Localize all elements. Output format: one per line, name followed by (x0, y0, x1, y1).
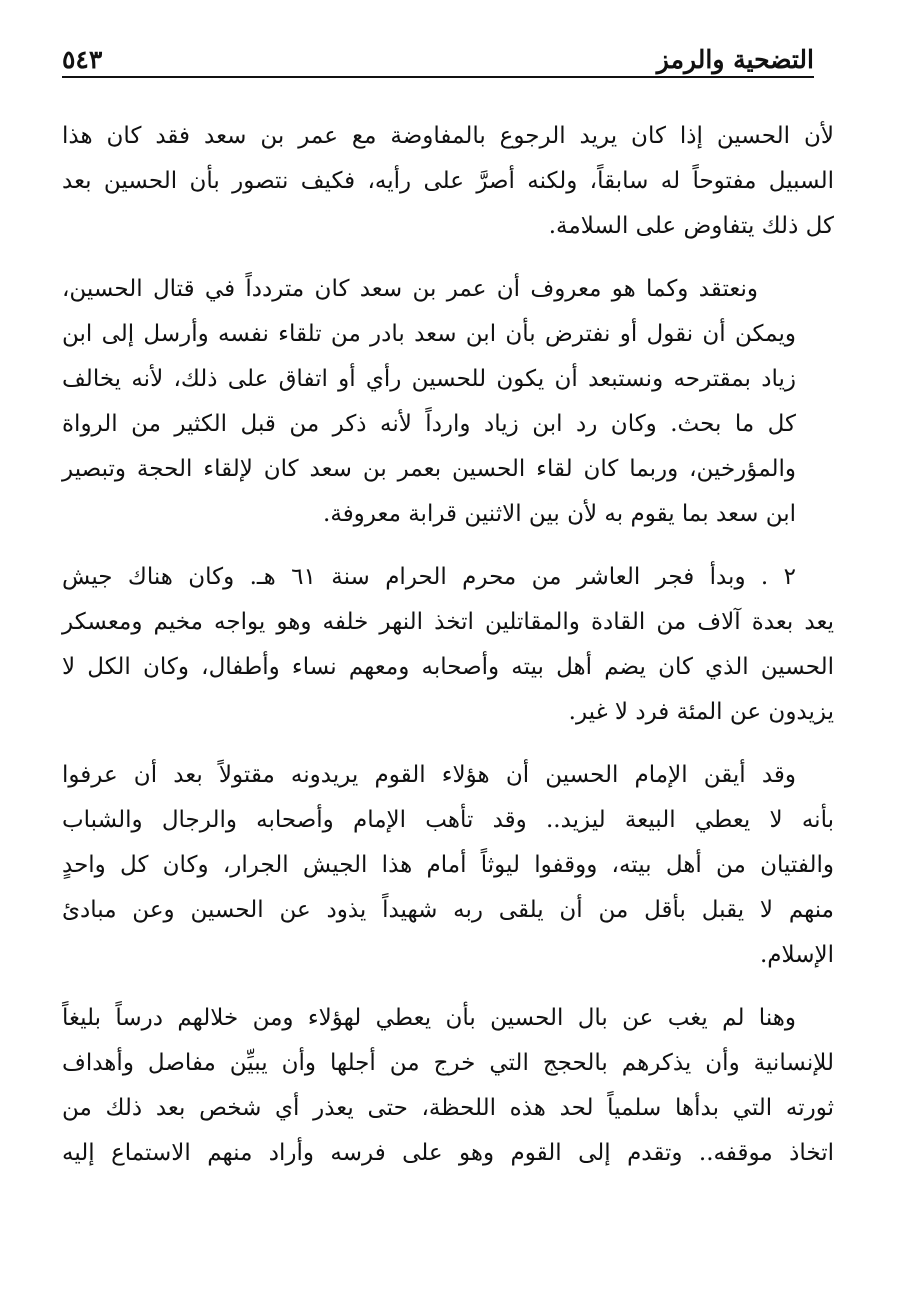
body-text (62, 114, 834, 1194)
running-header (62, 30, 814, 74)
text-line: يعد بعدة آلاف من القادة والمقاتلين اتخذ النهر خلفه وهو يواجه مخيم ومعسكر (62, 609, 834, 635)
text-line: زياد بمقترحه ونستبعد أن يكون للحسين رأي أو اتفاق على ذلك، لأنه يخالف (62, 366, 796, 392)
text-line: ابن سعد بما يقوم به لأن بين الاثنين قرابة معروفة. (323, 501, 796, 527)
paragraph-2 (62, 267, 834, 537)
text-line: منهم لا يقبل بأقل من أن يلقى ربه شهيداً يذود عن الحسين وعن مبادئ (62, 897, 834, 923)
paragraph-5 (62, 996, 834, 1176)
text-line: الإسلام. (759, 942, 834, 968)
text-line: والفتيان من أهل بيته، ووقفوا ليوثاً أمام هذا الجيش الجرار، وكان كل واحدٍ (62, 852, 834, 878)
paragraph-1 (62, 114, 834, 249)
paragraph-3 (62, 555, 834, 735)
text-line: بأنه لا يعطي البيعة ليزيد.. وقد تأهب الإمام وأصحابه والرجال والشباب (62, 807, 834, 833)
text-line: وهنا لم يغب عن بال الحسين بأن يعطي لهؤلاء ومن خلالهم درساً بليغاً (62, 1005, 796, 1031)
text-line: ٢ . وبدأ فجر العاشر من محرم الحرام سنة ٦١ هـ. وكان هناك جيش (62, 564, 796, 590)
page-number: ٥٤٣ (62, 45, 103, 74)
text-line: الحسين الذي كان يضم أهل بيته وأصحابه ومعهم نساء وأطفال، وكان الكل لا (62, 654, 834, 680)
text-line: ونعتقد وكما هو معروف أن عمر بن سعد كان متردداً في قتال الحسين، (62, 276, 758, 302)
chapter-title: التضحية والرمز (656, 45, 814, 74)
paragraph-4 (62, 753, 834, 978)
text-line: ويمكن أن نقول أو نفترض بأن ابن سعد بادر من تلقاء نفسه وأرسل إلى ابن (62, 321, 796, 347)
text-line: والمؤرخين، وربما كان لقاء الحسين بعمر بن سعد كان لإلقاء الحجة وتبصير (62, 456, 796, 482)
text-line: ثورته التي بدأها سلمياً لحد هذه اللحظة، حتى يعذر أي شخص بعد ذلك من (62, 1095, 834, 1121)
text-line: كل ذلك يتفاوض على السلامة. (548, 213, 834, 239)
text-line: السبيل مفتوحاً له سابقاً، ولكنه أصرَّ على رأيه، فكيف نتصور بأن الحسين بعد (62, 168, 834, 194)
text-line: اتخاذ موقفه.. وتقدم إلى القوم وهو على فرسه وأراد منهم الاستماع إليه (62, 1140, 834, 1166)
header-rule (62, 76, 814, 78)
text-line: للإنسانية وأن يذكرهم بالحجج التي خرج من أجلها وأن يبيِّن مفاصل وأهداف (62, 1050, 834, 1076)
text-line: كل ما بحث. وكان رد ابن زياد وارداً لأنه ذكر من قبل الكثير من الرواة (62, 411, 796, 437)
text-line: وقد أيقن الإمام الحسين أن هؤلاء القوم يريدونه مقتولاً بعد أن عرفوا (62, 762, 796, 788)
text-line: يزيدون عن المئة فرد لا غير. (568, 699, 834, 725)
text-line: لأن الحسين إذا كان يريد الرجوع بالمفاوضة مع عمر بن سعد فقد كان هذا (62, 123, 834, 149)
